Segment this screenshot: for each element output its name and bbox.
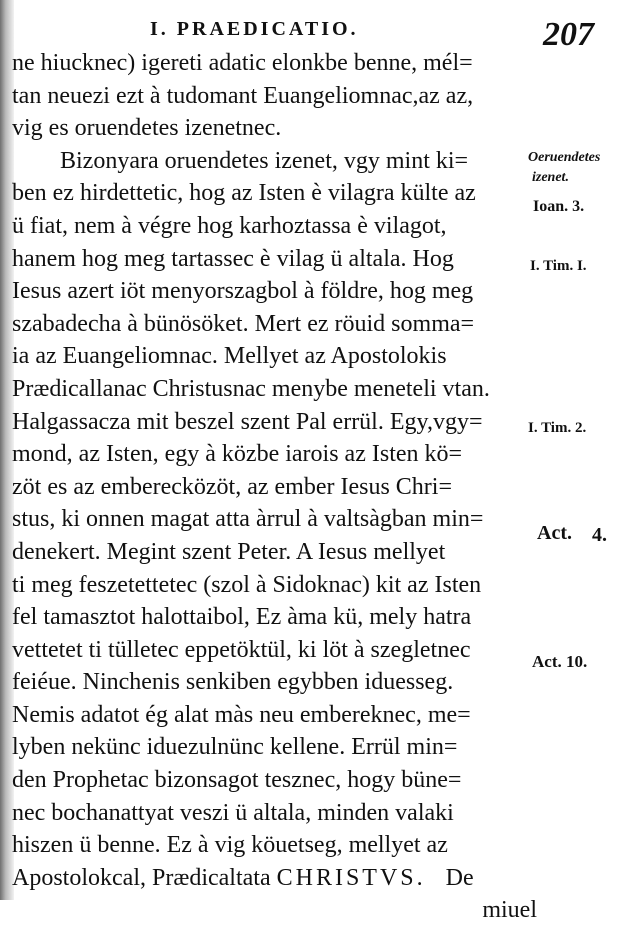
margin-cite-ioan: Ioan. 3. <box>533 198 585 215</box>
text-line: fel tamasztot halottaibol, Ez àma kü, mely hatra <box>12 604 472 631</box>
text-line: hiszen ü benne. Ez à vig köuetseg, mellyet az <box>12 832 448 859</box>
text-line: ben ez hirdettetic, hog az Isten è vilagra külte az <box>12 180 476 207</box>
text-line: mond, az Isten, egy à közbe iarois az Isten kö= <box>12 441 463 468</box>
text-line: ne hiucknec) igereti adatic elonkbe benne, mél= <box>12 50 473 76</box>
text-line-christus <box>12 862 537 895</box>
text-line: ü fiat, nem à végre hog karhoztassa è vilagot, <box>12 212 447 239</box>
text-line: zöt es az emberecközöt, az ember Iesus Chri= <box>12 473 453 500</box>
text-line: denekert. Megint szent Peter. A Iesus mellyet <box>12 538 446 565</box>
text-line: tan neuezi ezt à tudomant Euangeliomnac,az az, <box>12 82 474 109</box>
text-line: Bizonyara oruendetes izenet, vgy mint ki= <box>60 147 469 174</box>
margin-cite-act-4-num: 4. <box>592 524 607 546</box>
catchword-line: miuel <box>482 897 537 924</box>
text-line: Halgassacza mit beszel szent Pal errül. Egy,vgy= <box>12 408 483 435</box>
catchword-de: De <box>445 864 474 891</box>
text-line: ti meg feszetettetec (szol à Sidoknac) kit az Isten <box>12 571 482 598</box>
text-line: szabadecha à bünösöket. Mert ez röuid somma= <box>12 310 475 337</box>
text-line: nec bochanattyat veszi ü altala, minden valaki <box>12 799 454 826</box>
text-line: vettetet ti tülletec eppetöktül, ki löt à szegletnec <box>12 636 471 663</box>
text-line: feiéue. Ninchenis senkiben egybben iduesseg. <box>12 669 454 696</box>
text-line: stus, ki onnen magat atta àrrul à valtsàgban min= <box>12 506 484 533</box>
text-line: Nemis adatot ég alat màs neu embereknec, me= <box>12 701 471 728</box>
text-line: Iesus azert iöt menyorszagbol à földre, hog meg <box>12 278 474 305</box>
text-fragment: Apostolokcal, Prædicaltata <box>12 864 271 891</box>
margin-note-oeruendetes: Oeruendetes <box>528 150 601 165</box>
margin-cite-tim-2: I. Tim. 2. <box>528 420 587 436</box>
margin-cite-tim-1: I. Tim. I. <box>530 258 587 274</box>
margin-note-izenet: izenet. <box>532 170 569 185</box>
page-number: 207 <box>543 16 594 53</box>
text-line: lyben nekünc iduezulnünc kellene. Errül min= <box>12 734 458 761</box>
text-line: den Prophetac bizonsagot tesznec, hogy büne= <box>12 767 462 794</box>
body-text <box>12 47 537 927</box>
margin-cite-act-4-ref: Act. <box>537 522 572 544</box>
text-line: ia az Euangeliomnac. Mellyet az Apostolokis <box>12 343 447 370</box>
christus-smallcaps: CHRISTVS. <box>276 864 426 891</box>
margin-cite-act-10: Act. 10. <box>532 652 588 671</box>
text-line: Prædicallanac Christusnac menybe meneteli vtan. <box>12 375 490 402</box>
running-title: I. PRAEDICATIO. <box>150 18 359 40</box>
text-line: vig es oruendetes izenetnec. <box>12 115 282 142</box>
text-line: hanem hog meg tartassec è vilag ü altala. Hog <box>12 245 454 272</box>
